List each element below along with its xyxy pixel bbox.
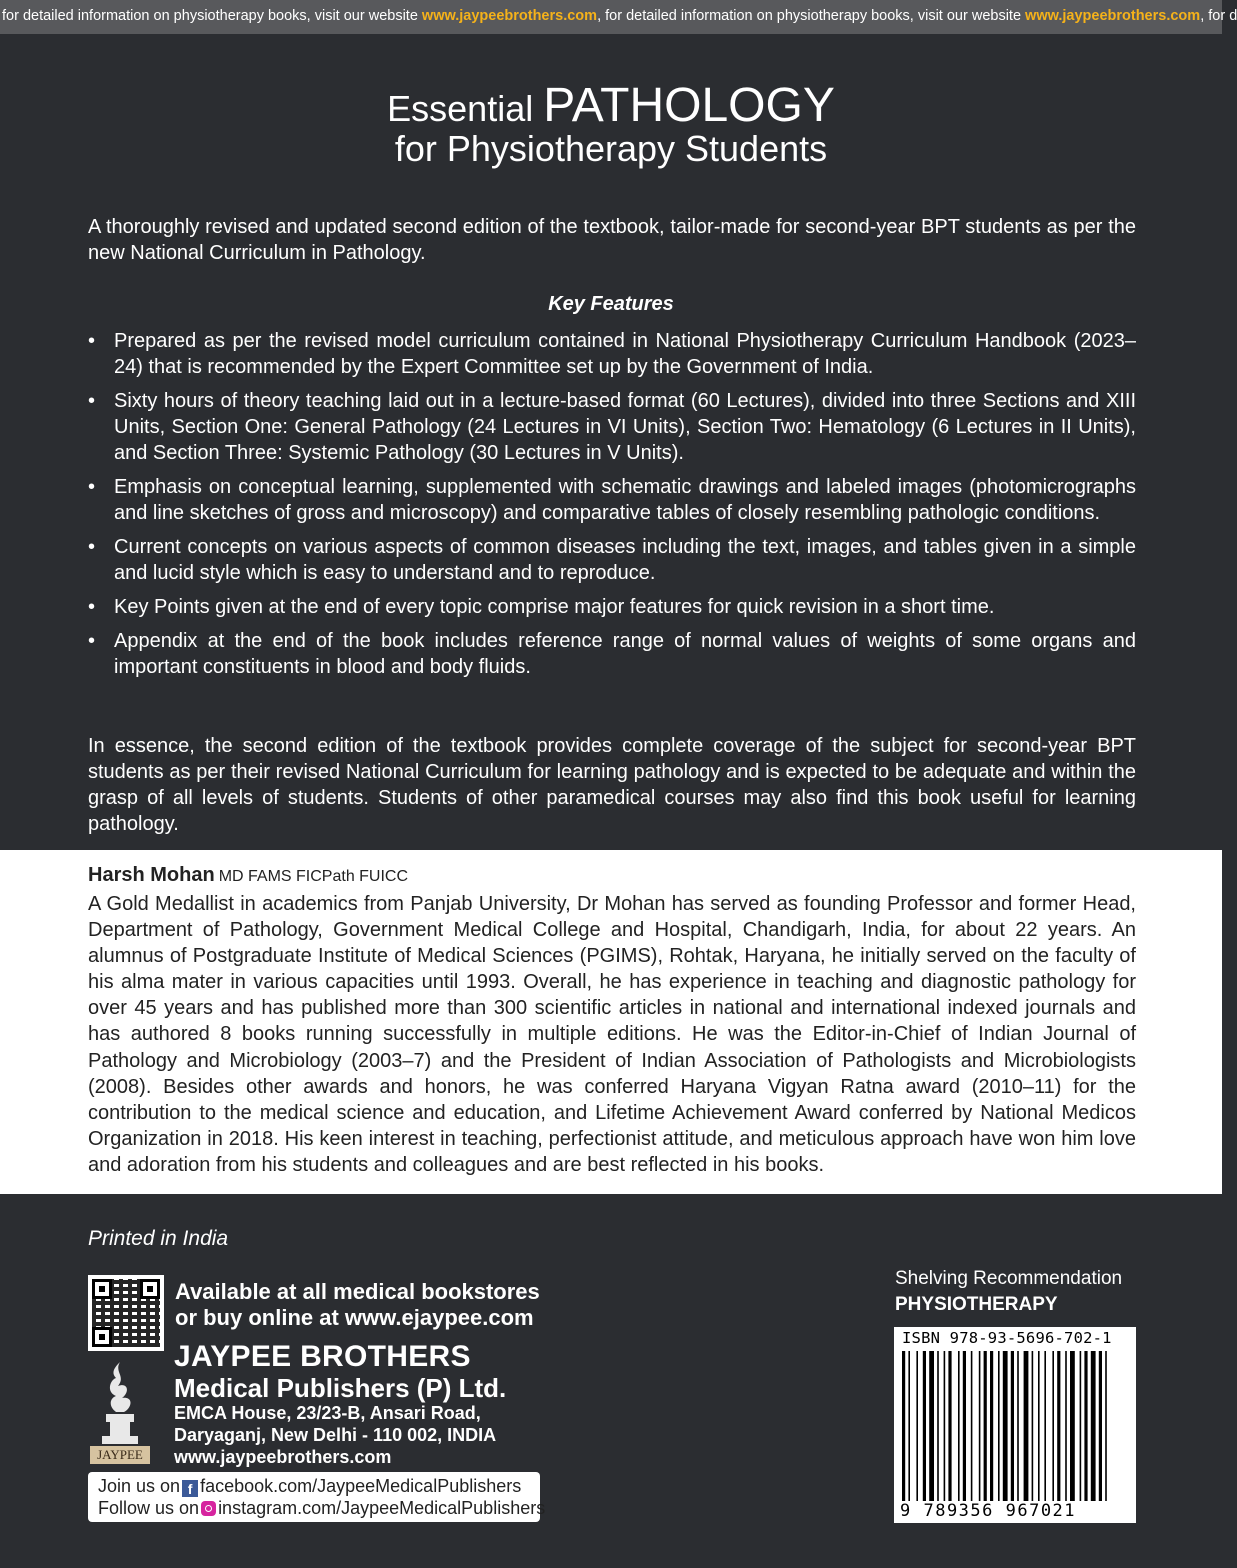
barcode-bar [1017, 1351, 1019, 1501]
barcode-bar [908, 1351, 910, 1501]
barcode-bar [1080, 1351, 1082, 1501]
barcode-bars [902, 1351, 1128, 1501]
website-link[interactable]: www.jaypeebrothers.com [421, 8, 598, 24]
barcode-bar [944, 1351, 946, 1501]
publisher-subtitle: Medical Publishers (P) Ltd. [174, 1373, 507, 1403]
publisher-name: JAYPEE BROTHERS [174, 1340, 471, 1373]
author-bio: A Gold Medallist in academics from Panjab University, Dr Mohan has served as founding Professor and former Head, Department of Pathology, Government Medical College and Hospital, Chandigarh, India, for about 22 years. An alumnus of Postgraduate Institute of Medical Sciences (PGIMS), Rohtak, Haryana, he initially served on the faculty of his alma mater in various capacities until 1993. Overall, he has experience in teaching and diagnostic pathology for over 45 years and has published more than 300 scientific articles in national and international indexed journals and has authored 8 books running successfully in multiple editions. He was the Editor-in-Chief of Indian Journal of Pathology and Microbiology (2003–7) and the President of Indian Association of Pathologists and Microbiologists (2008). Besides other awards and honors, he was conferred Haryana Vigyan Ratna award (2010–11) for the contribution to the medical science and education, and Lifetime Achievement Award conferred by National Medicos Organization in 2018. His keen interest in teaching, perfectionist attitude, and meticulous approach have won him love and adoration from his students and colleagues and are best reflected in his books. [88, 893, 1136, 1176]
barcode-bar [971, 1351, 973, 1501]
list-item: • Appendix at the end of the book includes reference range of normal values of weights of some organs and important constituents in blood and body fluids. [88, 630, 1136, 678]
barcode-bar [929, 1351, 934, 1501]
author-name-line [88, 864, 408, 887]
intro-paragraph: A thoroughly revised and updated second edition of the textbook, tailor-made for second-year BPT students as per the new National Curriculum in Pathology. [88, 216, 1136, 264]
barcode-bar [998, 1351, 1000, 1501]
barcode-bar [1032, 1351, 1034, 1501]
facebook-link[interactable]: Join us on f facebook.com/JaypeeMedicalPublishers [98, 1476, 522, 1497]
isbn-barcode [894, 1327, 1136, 1523]
barcode-bar [1044, 1351, 1046, 1501]
barcode-bar [990, 1351, 993, 1501]
barcode-bar [923, 1351, 926, 1501]
instagram-icon [201, 1501, 216, 1516]
printed-in: Printed in India [88, 1227, 229, 1250]
barcode-bar [958, 1351, 960, 1501]
barcode-bar [948, 1351, 951, 1501]
book-title: Essential PATHOLOGY [387, 79, 835, 132]
list-item: • Sixty hours of theory teaching laid out in a lecture-based format (60 Lectures), divided into three Sections and XIII Units, Section One: General Pathology (24 Lectures in VI Units), Section Two: Hematology (6 Lectures in II Units), and Section Three: Systemic Pathology (30 Lectures in V Units). [88, 390, 1136, 464]
instagram-link[interactable]: Follow us on instagram.com/JaypeeMedicalPublishers [98, 1498, 546, 1518]
barcode-bar [1003, 1351, 1008, 1501]
facebook-icon: f [182, 1480, 198, 1497]
barcode-bar [1070, 1351, 1075, 1501]
list-item: • Current concepts on various aspects of common diseases including the text, images, and tables given in a simple and lucid style which is easy to understand and to reproduce. [88, 536, 1136, 584]
barcode-bar [1052, 1351, 1054, 1501]
barcode-bar [1065, 1351, 1067, 1501]
barcode-bar [1038, 1351, 1040, 1501]
list-item: • Emphasis on conceptual learning, supplemented with schematic drawings and labeled images (photomicrographs and line sketches of gross and microscopy) and comparative tables of closely resembling pathologic conditions. [88, 476, 1136, 524]
barcode-digits: 9 789356 967021 [900, 1501, 1077, 1521]
availability-text: Available at all medical bookstores or buy online at www.ejaypee.com [175, 1279, 540, 1330]
book-subtitle: for Physiotherapy Students [394, 128, 828, 169]
publisher-website-link[interactable]: www.jaypeebrothers.com [174, 1447, 392, 1467]
list-item: • Prepared as per the revised model curriculum contained in National Physiotherapy Curriculum Handbook (2023–24) that is recommended by the Expert Committee set up by the Government of India. [88, 330, 1136, 378]
barcode-bar [902, 1351, 905, 1501]
shelving-value: PHYSIOTHERAPY [895, 1294, 1058, 1315]
barcode-bar [1057, 1351, 1060, 1501]
barcode-bar [1024, 1351, 1029, 1501]
summary-paragraph: In essence, the second edition of the textbook provides complete coverage of the subject for second-year BPT students as per their revised National Curriculum for learning pathology and is expected to be adequate and within the grasp of all levels of students. Students of other paramedical courses may also find this book useful for learning pathology. [88, 735, 1136, 835]
author-section [0, 850, 1222, 1194]
author-name: Harsh Mohan [88, 864, 215, 886]
barcode-bar [1105, 1351, 1107, 1501]
barcode-bar [937, 1351, 939, 1501]
website-link-2[interactable]: www.jaypeebrothers.com [1025, 8, 1201, 24]
top-banner-text: for detailed information on physiotherapy books, visit our website www.jaypeebrothers.com, for detailed information on physiotherapy books, visit our website www.jaypeebrothers.com, for d [2, 8, 1237, 24]
barcode-bar [984, 1351, 987, 1501]
publisher-address: EMCA House, 23/23-B, Ansari Road, Daryaganj, New Delhi - 110 002, INDIA www.jaypeebrothers.com [174, 1403, 497, 1467]
barcode-bar [1011, 1351, 1014, 1501]
isbn-text: ISBN 978-93-5696-702-1 [902, 1329, 1112, 1347]
buy-online-link[interactable]: or buy online at www.ejaypee.com [175, 1305, 534, 1330]
barcode-bar [916, 1351, 918, 1501]
barcode-bar [1084, 1351, 1087, 1501]
key-features-list [88, 328, 1136, 688]
barcode-bar [1091, 1351, 1096, 1501]
barcode-bar [963, 1351, 966, 1501]
list-item: • Key Points given at the end of every topic comprise major features for quick revision in a short time. [88, 596, 995, 618]
author-credentials: MD FAMS FICPath FUICC [218, 868, 409, 885]
top-banner [0, 0, 1237, 34]
key-features-heading: Key Features [548, 293, 674, 315]
barcode-bar [979, 1351, 981, 1501]
social-links-box [88, 1472, 546, 1522]
shelving-label: Shelving Recommendation [895, 1268, 1123, 1289]
qr-code-icon[interactable] [88, 1275, 164, 1351]
jaypee-logo-label: JAYPEE [90, 1446, 150, 1464]
barcode-bar [1099, 1351, 1102, 1501]
